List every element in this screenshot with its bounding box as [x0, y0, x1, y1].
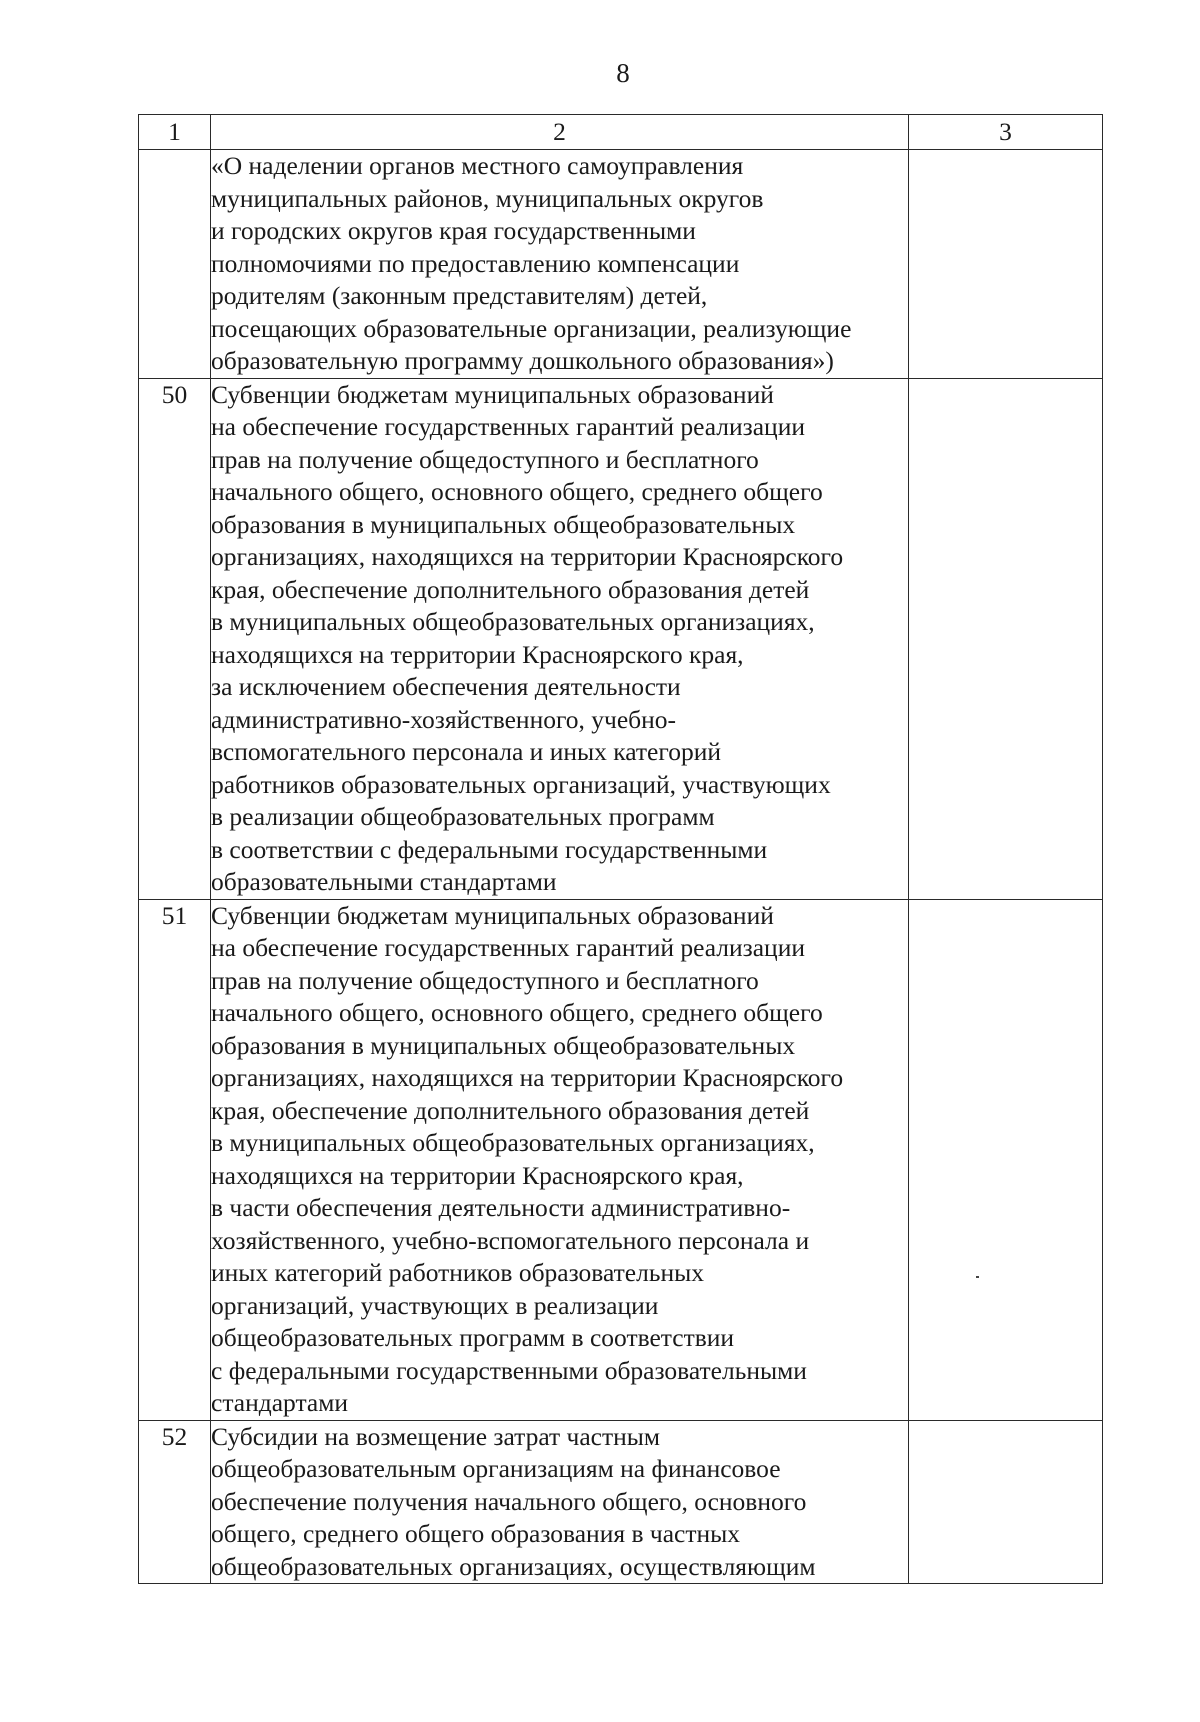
row-number: 52: [139, 1420, 211, 1584]
scan-speck: [976, 1276, 979, 1278]
row-description-line: в муниципальных общеобразовательных организациях,: [211, 1128, 815, 1157]
row-description-line: образования в муниципальных общеобразовательных: [211, 509, 796, 539]
row-description-line: начального общего, основного общего, среднего общего: [211, 998, 823, 1027]
row-description-line: находящихся на территории Красноярского края,: [211, 639, 744, 669]
row-description-line: общеобразовательных организациях, осуществляющим: [211, 1551, 816, 1581]
row-description-line: Субвенции бюджетам муниципальных образований: [211, 379, 774, 409]
row-description-line: административно-хозяйственного, учебно-: [211, 704, 677, 734]
row-description-line: хозяйственного, учебно-вспомогательного персонала и: [211, 1225, 810, 1255]
row-description-line: прав на получение общедоступного и бесплатного: [211, 965, 759, 995]
row-description-line: прав на получение общедоступного и бесплатного: [211, 444, 759, 474]
row-description-line: на обеспечение государственных гарантий реализации: [211, 412, 805, 441]
row-description-line: посещающих образовательные организации, реализующие: [211, 313, 852, 343]
row-description-line: в соответствии с федеральными государственными: [211, 834, 768, 864]
row-description-line: в части обеспечения деятельности административно-: [211, 1193, 791, 1222]
row-description-line: общеобразовательных программ в соответствии: [211, 1323, 735, 1352]
row-description-line: муниципальных районов, муниципальных округов: [211, 183, 764, 213]
row-description-line: с федеральными государственными образовательными: [211, 1355, 807, 1385]
row-description-line: вспомогательного персонала и иных категорий: [211, 737, 721, 766]
row-col3: [909, 1420, 1103, 1584]
row-description-line: образования в муниципальных общеобразовательных: [211, 1030, 796, 1060]
table-header-row: [139, 115, 1103, 150]
row-description-line: за исключением обеспечения деятельности: [211, 672, 681, 701]
table-row: [139, 899, 1103, 1420]
row-description-line: находящихся на территории Красноярского края,: [211, 1160, 744, 1190]
table-row: [139, 378, 1103, 899]
row-description-line: в реализации общеобразовательных программ: [211, 802, 715, 831]
row-description-line: края, обеспечение дополнительного образования детей: [211, 1095, 810, 1125]
row-description: [211, 1420, 909, 1584]
row-col3: [909, 899, 1103, 1420]
row-description: [211, 150, 909, 379]
row-col3: [909, 378, 1103, 899]
row-description-line: общего, среднего общего образования в частных: [211, 1519, 741, 1548]
row-description-line: Субсидии на возмещение затрат частным: [211, 1421, 661, 1451]
row-description-line: начального общего, основного общего, среднего общего: [211, 477, 823, 506]
header-col-1: 1: [139, 115, 211, 150]
row-description: [211, 378, 909, 899]
row-description-line: в муниципальных общеобразовательных организациях,: [211, 607, 815, 636]
row-description-line: образовательными стандартами: [211, 867, 557, 896]
row-description-line: на обеспечение государственных гарантий реализации: [211, 933, 805, 962]
header-col-3: 3: [909, 115, 1103, 150]
row-description-line: стандартами: [211, 1388, 349, 1417]
header-col-2: 2: [211, 115, 909, 150]
row-description-line: обеспечение получения начального общего, основного: [211, 1486, 807, 1516]
row-description-line: организаций, участвующих в реализации: [211, 1290, 659, 1320]
row-description-line: и городских округов края государственными: [211, 216, 696, 245]
row-description-line: иных категорий работников образовательных: [211, 1258, 704, 1287]
row-description: [211, 899, 909, 1420]
row-description-line: общеобразовательным организациям на финансовое: [211, 1454, 781, 1483]
row-description-line: края, обеспечение дополнительного образования детей: [211, 574, 810, 604]
table-row: [139, 1420, 1103, 1584]
row-description-line: полномочиями по предоставлению компенсации: [211, 248, 740, 278]
row-description-line: «О наделении органов местного самоуправления: [211, 151, 744, 180]
row-description-line: организациях, находящихся на территории Красноярского: [211, 542, 844, 571]
row-description-line: родителям (законным представителям) детей,: [211, 281, 708, 310]
row-description-line: образовательную программу дошкольного образования»): [211, 346, 834, 375]
table-row: [139, 150, 1103, 379]
row-description-line: организациях, находящихся на территории Красноярского: [211, 1063, 844, 1092]
row-number: 50: [139, 378, 211, 899]
row-number: 51: [139, 899, 211, 1420]
row-description-line: Субвенции бюджетам муниципальных образований: [211, 900, 774, 930]
document-table: [138, 114, 1103, 1584]
row-col3: [909, 150, 1103, 379]
page-number: 8: [616, 58, 630, 88]
row-number: [139, 150, 211, 379]
row-description-line: работников образовательных организаций, участвующих: [211, 769, 831, 799]
